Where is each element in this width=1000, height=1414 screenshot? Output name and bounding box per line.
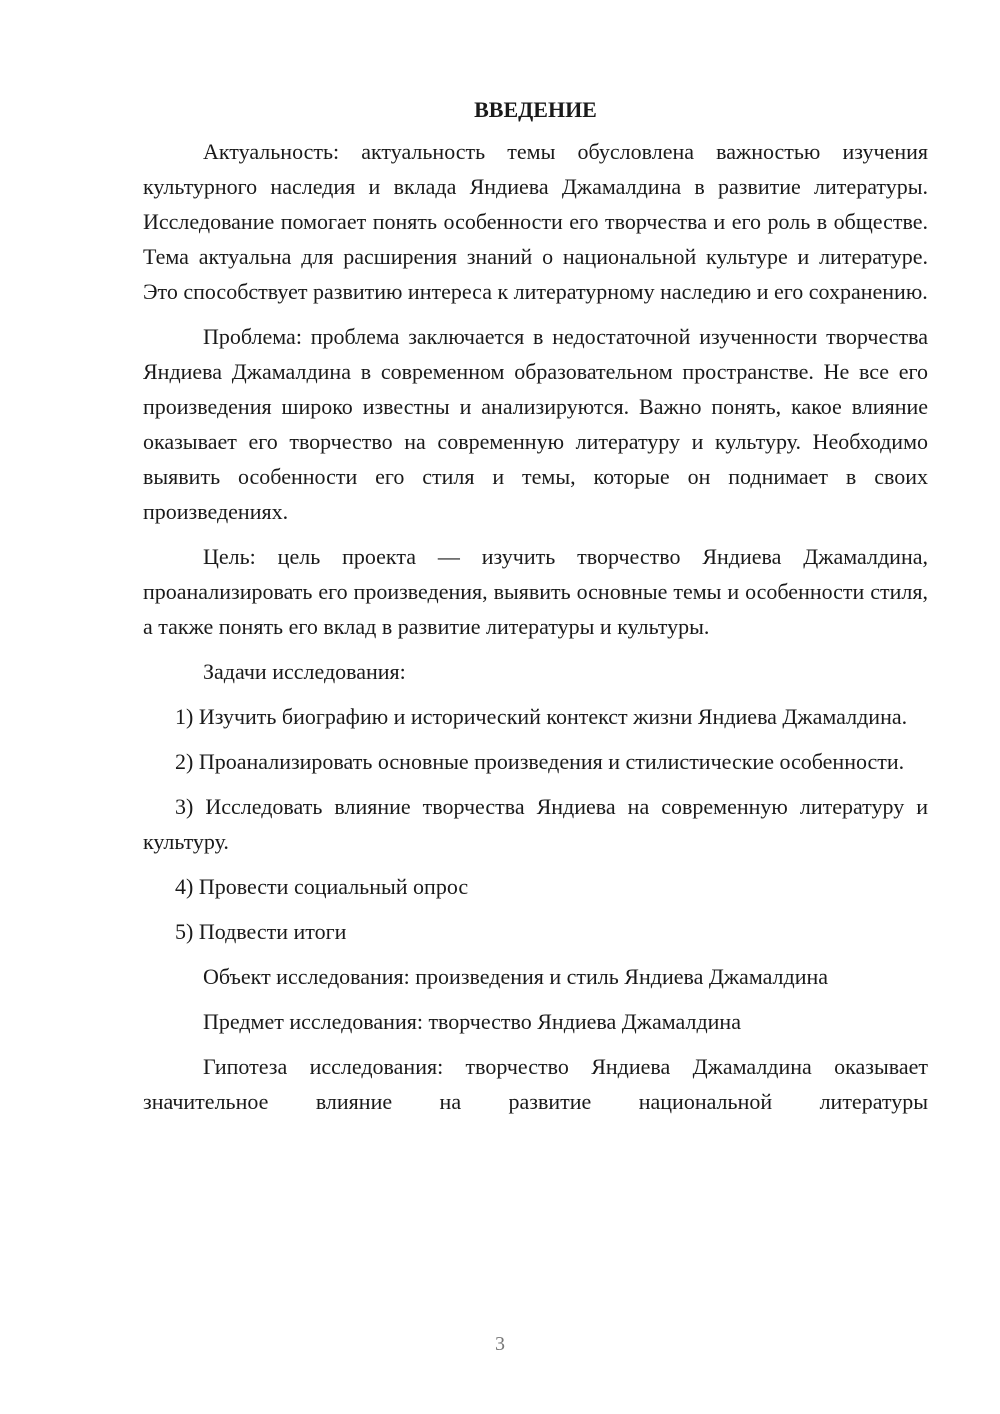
relevance-paragraph: Актуальность: актуальность темы обусловлена важностью изучения культурного наследия и вклада Яндиева Джамалдина в развитие литературы. Исследование помогает понять особенности его творчества и его роль в обществе. Тема актуальна для расширения знаний о национальной культуре и литературе. Это способствует развитию интереса к литературному наследию и его сохранению. bbox=[143, 139, 928, 304]
task-item-2: 2) Проанализировать основные произведения и стилистические особенности. bbox=[175, 749, 905, 774]
hypothesis-paragraph: Гипотеза исследования: творчество Яндиева Джамалдина оказывает значительное влияние на развитие национальной литературы bbox=[143, 1054, 928, 1114]
tasks-heading: Задачи исследования: bbox=[203, 659, 406, 684]
problem-paragraph: Проблема: проблема заключается в недостаточной изученности творчества Яндиева Джамалдина в современном образовательном пространстве. Не все его произведения широко известны и анализируются. Важно понять, какое влияние оказывает его творчество на современную литературу и культуру. Необходимо выявить особенности его стиля и темы, которые он поднимает в своих произведениях. bbox=[143, 324, 928, 524]
page-number: 3 bbox=[495, 1333, 505, 1355]
goal-paragraph: Цель: цель проекта — изучить творчество Яндиева Джамалдина, проанализировать его произведения, выявить основные темы и особенности стиля, а также понять его вклад в развитие литературы и культуры. bbox=[143, 544, 928, 639]
object-paragraph: Объект исследования: произведения и стиль Яндиева Джамалдина bbox=[203, 964, 829, 989]
task-item-3: 3) Исследовать влияние творчества Яндиева на современную литературу и культуру. bbox=[143, 794, 928, 854]
document-page bbox=[143, 92, 928, 1119]
section-title: ВВЕДЕНИЕ bbox=[474, 97, 597, 122]
task-item-4: 4) Провести социальный опрос bbox=[175, 874, 469, 899]
task-item-1: 1) Изучить биографию и исторический контекст жизни Яндиева Джамалдина. bbox=[175, 704, 908, 729]
task-item-5: 5) Подвести итоги bbox=[175, 919, 347, 944]
subject-paragraph: Предмет исследования: творчество Яндиева Джамалдина bbox=[203, 1009, 741, 1034]
